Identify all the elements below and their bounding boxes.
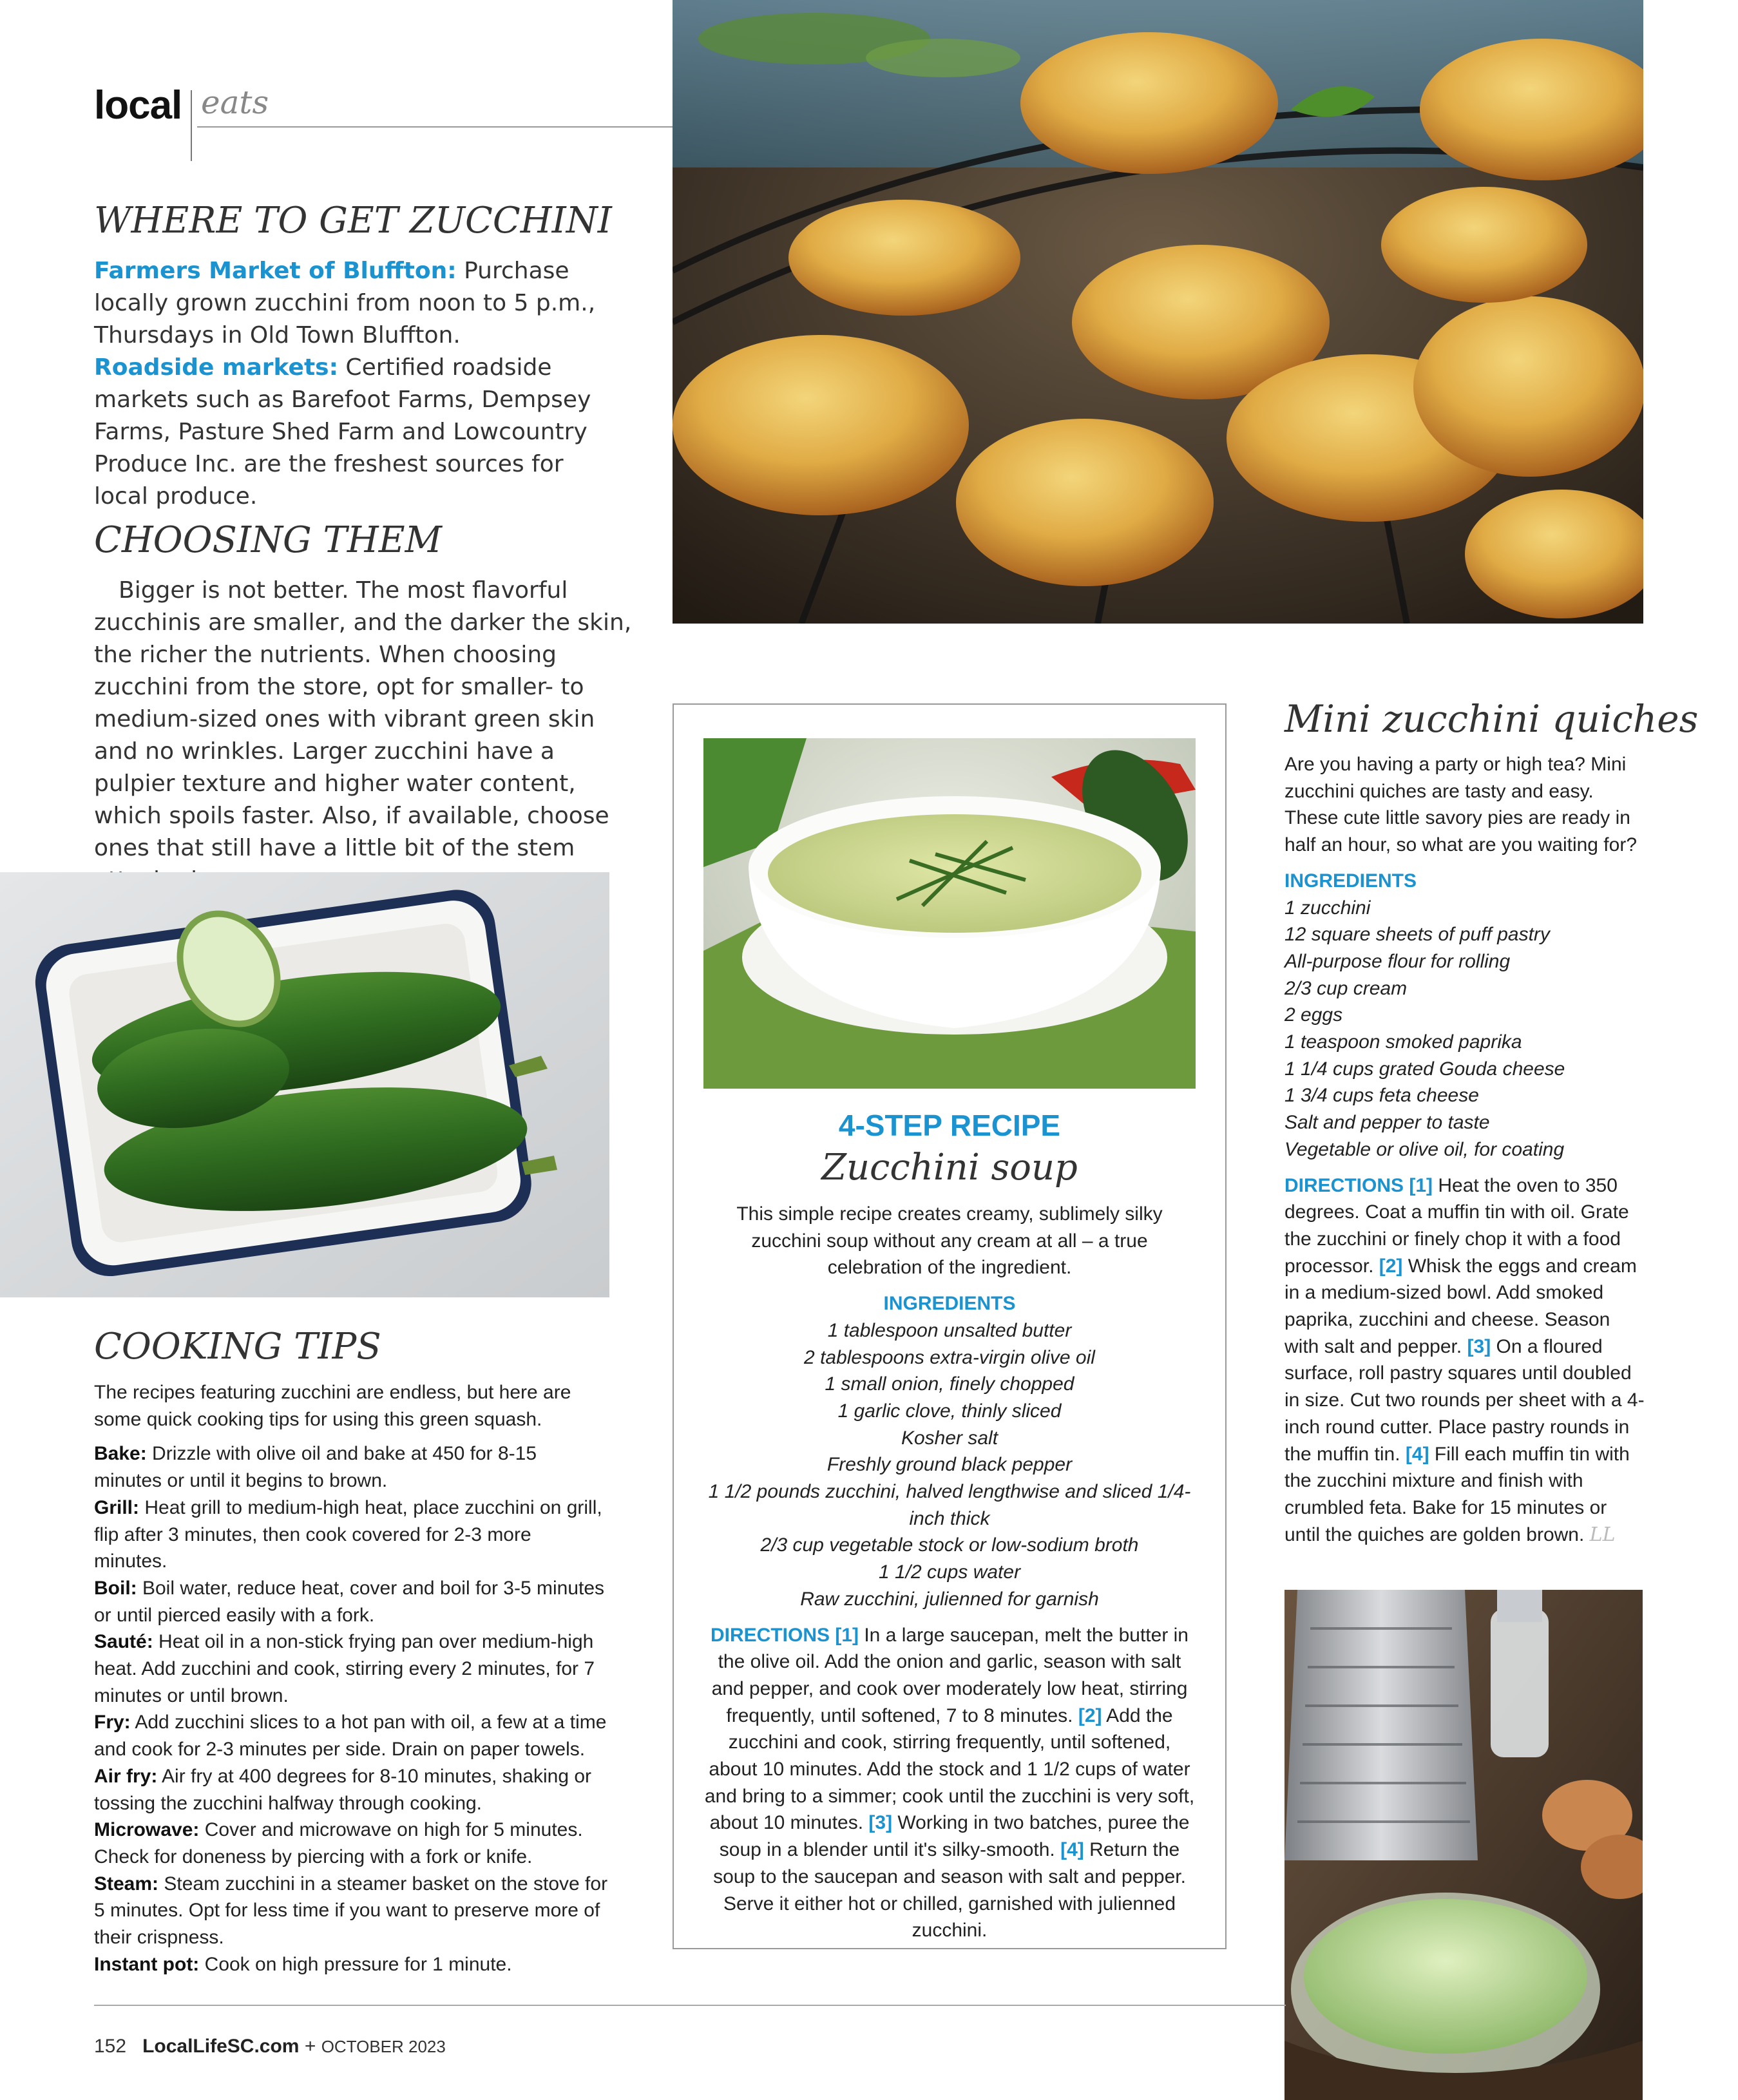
soup-ingredients-label: INGREDIENTS	[883, 1293, 1016, 1315]
step-number: [2]	[1379, 1255, 1403, 1277]
soup-kicker: 4-STEP RECIPE	[838, 1109, 1061, 1142]
tip-item	[94, 1871, 609, 1951]
tip-label: Instant pot:	[94, 1953, 200, 1975]
tip-item	[94, 1440, 609, 1494]
tip-text: Boil water, reduce heat, cover and boil for 3-5 minutes or until pierced easily with a fork.	[94, 1577, 605, 1626]
quiche-directions	[1284, 1172, 1645, 1549]
tip-item	[94, 1709, 609, 1762]
step-number: [3]	[1467, 1335, 1491, 1357]
tip-item	[94, 1628, 609, 1709]
where-title: WHERE TO GET ZUCCHINI	[94, 200, 612, 242]
footer-separator: +	[304, 2036, 316, 2057]
step-number: [4]	[1060, 1839, 1084, 1861]
where-item	[94, 352, 603, 513]
step-number: [4]	[1405, 1443, 1429, 1465]
quiches-illustration	[673, 0, 1643, 624]
brand-logo: local	[94, 83, 182, 128]
header-rule	[197, 126, 674, 128]
grater-illustration	[1284, 1590, 1643, 2100]
ingredient: 1 garlic clove, thinly sliced	[837, 1400, 1062, 1422]
soup-text	[703, 1201, 1196, 1944]
step-number: [1]	[1409, 1174, 1433, 1196]
tip-text: Heat oil in a non-stick frying pan over medium-high heat. Add zucchini and cook, stirring every 2 minutes, for 7 minutes or until brown.	[94, 1631, 595, 1706]
quiche-ingredients-label: INGREDIENTS	[1284, 870, 1417, 892]
step-text: Heat the oven to 350 degrees. Coat a muffin tin with oil. Grate the zucchini or finely chop it with a food processor.	[1284, 1174, 1629, 1277]
step-text: Fill each muffin tin with the zucchini mixture and finish with crumbled feta. Bake for 15 minutes or until the quiches are golden brown.	[1284, 1443, 1630, 1545]
tip-text: Heat grill to medium-high heat, place zucchini on grill, flip after 3 minutes, then cook covered for 2-3 more minutes.	[94, 1496, 602, 1572]
tip-label: Boil:	[94, 1577, 137, 1599]
ingredient: 12 square sheets of puff pastry	[1284, 924, 1550, 946]
tip-item	[94, 1951, 609, 1978]
directions-label: DIRECTIONS	[710, 1624, 830, 1646]
tip-label: Sauté:	[94, 1631, 153, 1653]
ingredient: 2/3 cup cream	[1284, 977, 1408, 999]
choosing-title: CHOOSING THEM	[94, 519, 442, 561]
ingredient: 2/3 cup vegetable stock or low-sodium broth	[760, 1534, 1139, 1556]
footer-rule	[94, 2005, 1286, 2006]
step-text: On a floured surface, roll pastry squares until doubled in size. Cut two rounds per sheet with a 4-inch round cutter. Place pastry rounds in the muffin tin.	[1284, 1335, 1645, 1465]
ingredient: Vegetable or olive oil, for coating	[1284, 1138, 1565, 1160]
step-text: Return the soup to the saucepan and season with salt and pepper. Serve it either hot or chilled, garnished with julienned zucchini.	[713, 1839, 1186, 1942]
step-number: [3]	[868, 1812, 893, 1834]
quiche-intro: Are you having a party or high tea? Mini zucchini quiches are tasty and easy. These cute little savory pies are ready in half an hour, so what are you waiting for?	[1284, 754, 1638, 856]
where-item-text: Certified roadside markets such as Barefoot Farms, Dempsey Farms, Pasture Shed Farm and Lowcountry Produce Inc. are the freshest sources for local produce.	[94, 354, 591, 510]
brand-divider	[191, 90, 192, 161]
soup-title: Zucchini soup	[821, 1147, 1078, 1188]
ingredient: 1 1/2 cups water	[878, 1561, 1021, 1583]
ingredient: 1 teaspoon smoked paprika	[1284, 1031, 1522, 1053]
ingredient: Kosher salt	[901, 1427, 998, 1449]
ingredient: 2 tablespoons extra-virgin olive oil	[804, 1346, 1095, 1368]
where-item-label: Farmers Market of Bluffton:	[94, 258, 457, 284]
site-url: LocalLifeSC.com	[142, 2036, 300, 2057]
step-text: Working in two batches, puree the soup in a blender until it's silky-smooth.	[719, 1812, 1190, 1861]
zucchini-illustration	[0, 872, 609, 1297]
issue-date: OCTOBER 2023	[321, 2037, 446, 2056]
ingredient: 2 eggs	[1284, 1004, 1343, 1026]
section-name: eats	[201, 84, 269, 121]
tip-item	[94, 1817, 609, 1870]
tip-text: Drizzle with olive oil and bake at 450 for 8-15 minutes or until it begins to brown.	[94, 1443, 537, 1492]
where-text	[94, 255, 603, 513]
step-text: Add the zucchini and cook, stirring frequently, until softened, about 10 minutes. Add the stock and 1 1/2 cups of water and bring to a simmer; cook until the zucchini is very soft, about 10 minutes.	[704, 1704, 1195, 1834]
quiche-title: Mini zucchini quiches	[1284, 697, 1699, 741]
step-number: [1]	[835, 1624, 859, 1646]
ingredient: 1 1/2 pounds zucchini, halved lengthwise and sliced 1/4-inch thick	[708, 1481, 1191, 1529]
tip-label: Grill:	[94, 1496, 140, 1518]
step-text: In a large saucepan, melt the butter in the olive oil. Add the onion and garlic, season with salt and pepper, and cook over moderately low heat, stirring frequently, until softened, 7 to 8 minutes.	[711, 1624, 1189, 1726]
ingredient: 1 1/4 cups grated Gouda cheese	[1284, 1058, 1565, 1080]
ingredient: Salt and pepper to taste	[1284, 1112, 1490, 1134]
soup-directions	[703, 1622, 1196, 1944]
soup-intro: This simple recipe creates creamy, sublimely silky zucchini soup without any cream at all – a true celebration of the ingredient.	[736, 1203, 1163, 1279]
ingredient: Raw zucchini, julienned for garnish	[800, 1588, 1099, 1610]
page-number: 152	[94, 2036, 127, 2057]
tip-label: Air fry:	[94, 1765, 158, 1787]
quiche-text	[1284, 751, 1645, 1548]
tips-title: COOKING TIPS	[94, 1326, 381, 1368]
ingredient: 1 tablespoon unsalted butter	[827, 1319, 1072, 1341]
zucchini-photo	[0, 872, 609, 1297]
tip-text: Add zucchini slices to a hot pan with oil, a few at a time and cook for 2-3 minutes per side. Drain on paper towels.	[94, 1712, 607, 1761]
ingredient: Freshly ground black pepper	[826, 1454, 1073, 1476]
tips-body	[94, 1379, 609, 1978]
where-item-label: Roadside markets:	[94, 354, 338, 381]
tip-item	[94, 1494, 609, 1575]
tip-label: Steam:	[94, 1873, 159, 1895]
directions-label: DIRECTIONS	[1284, 1174, 1404, 1196]
choosing-text: Bigger is not better. The most flavorful zucchinis are smaller, and the darker the skin, the richer the nutrients. When choosing zucchini from the store, opt for smaller- to medium-sized ones with vibrant green skin and no wrinkles. Larger zucchini have a pulpier texture and higher water content, which spoils faster. Also, if available, choose ones that still have a little bit of the stem	[94, 577, 632, 861]
tip-text: Cover and microwave on high for 5 minutes. Check for doneness by piercing with a fork or knife.	[94, 1819, 583, 1867]
ingredient: 1 small onion, finely chopped	[825, 1373, 1074, 1395]
ingredient: 1 zucchini	[1284, 897, 1371, 919]
soup-photo	[703, 738, 1196, 1089]
tip-label: Microwave:	[94, 1819, 200, 1841]
footer	[94, 2036, 446, 2057]
step-text: Whisk the eggs and cream in a medium-sized bowl. Add smoked paprika, zucchini and cheese. Season with salt and pepper.	[1284, 1255, 1637, 1357]
where-item-text: Purchase locally grown zucchini from noon to 5 p.m., Thursdays in Old Town Bluffton.	[94, 258, 596, 348]
soup-ingredient-list	[703, 1317, 1196, 1613]
quiche-ingredient-list	[1284, 895, 1645, 1163]
where-item	[94, 255, 603, 352]
tips-intro: The recipes featuring zucchini are endless, but here are some quick cooking tips for using this green squash.	[94, 1382, 571, 1430]
step-number: [2]	[1078, 1704, 1102, 1726]
tip-item	[94, 1575, 609, 1628]
ingredient: All-purpose flour for rolling	[1284, 950, 1511, 972]
grater-photo	[1284, 1590, 1643, 2100]
tip-text: Cook on high pressure for 1 minute.	[199, 1953, 512, 1975]
soup-illustration	[703, 738, 1196, 1089]
tip-item	[94, 1763, 609, 1817]
end-mark: LL	[1589, 1523, 1616, 1546]
tip-text: Steam zucchini in a steamer basket on the stove for 5 minutes. Opt for less time if you want to preserve more of their crispness.	[94, 1873, 608, 1949]
quiches-photo	[673, 0, 1643, 624]
tip-text: Air fry at 400 degrees for 8-10 minutes, shaking or tossing the zucchini halfway through cooking.	[94, 1765, 592, 1814]
tip-label: Fry:	[94, 1712, 131, 1733]
ingredient: 1 3/4 cups feta cheese	[1284, 1085, 1479, 1107]
tip-label: Bake:	[94, 1443, 147, 1465]
